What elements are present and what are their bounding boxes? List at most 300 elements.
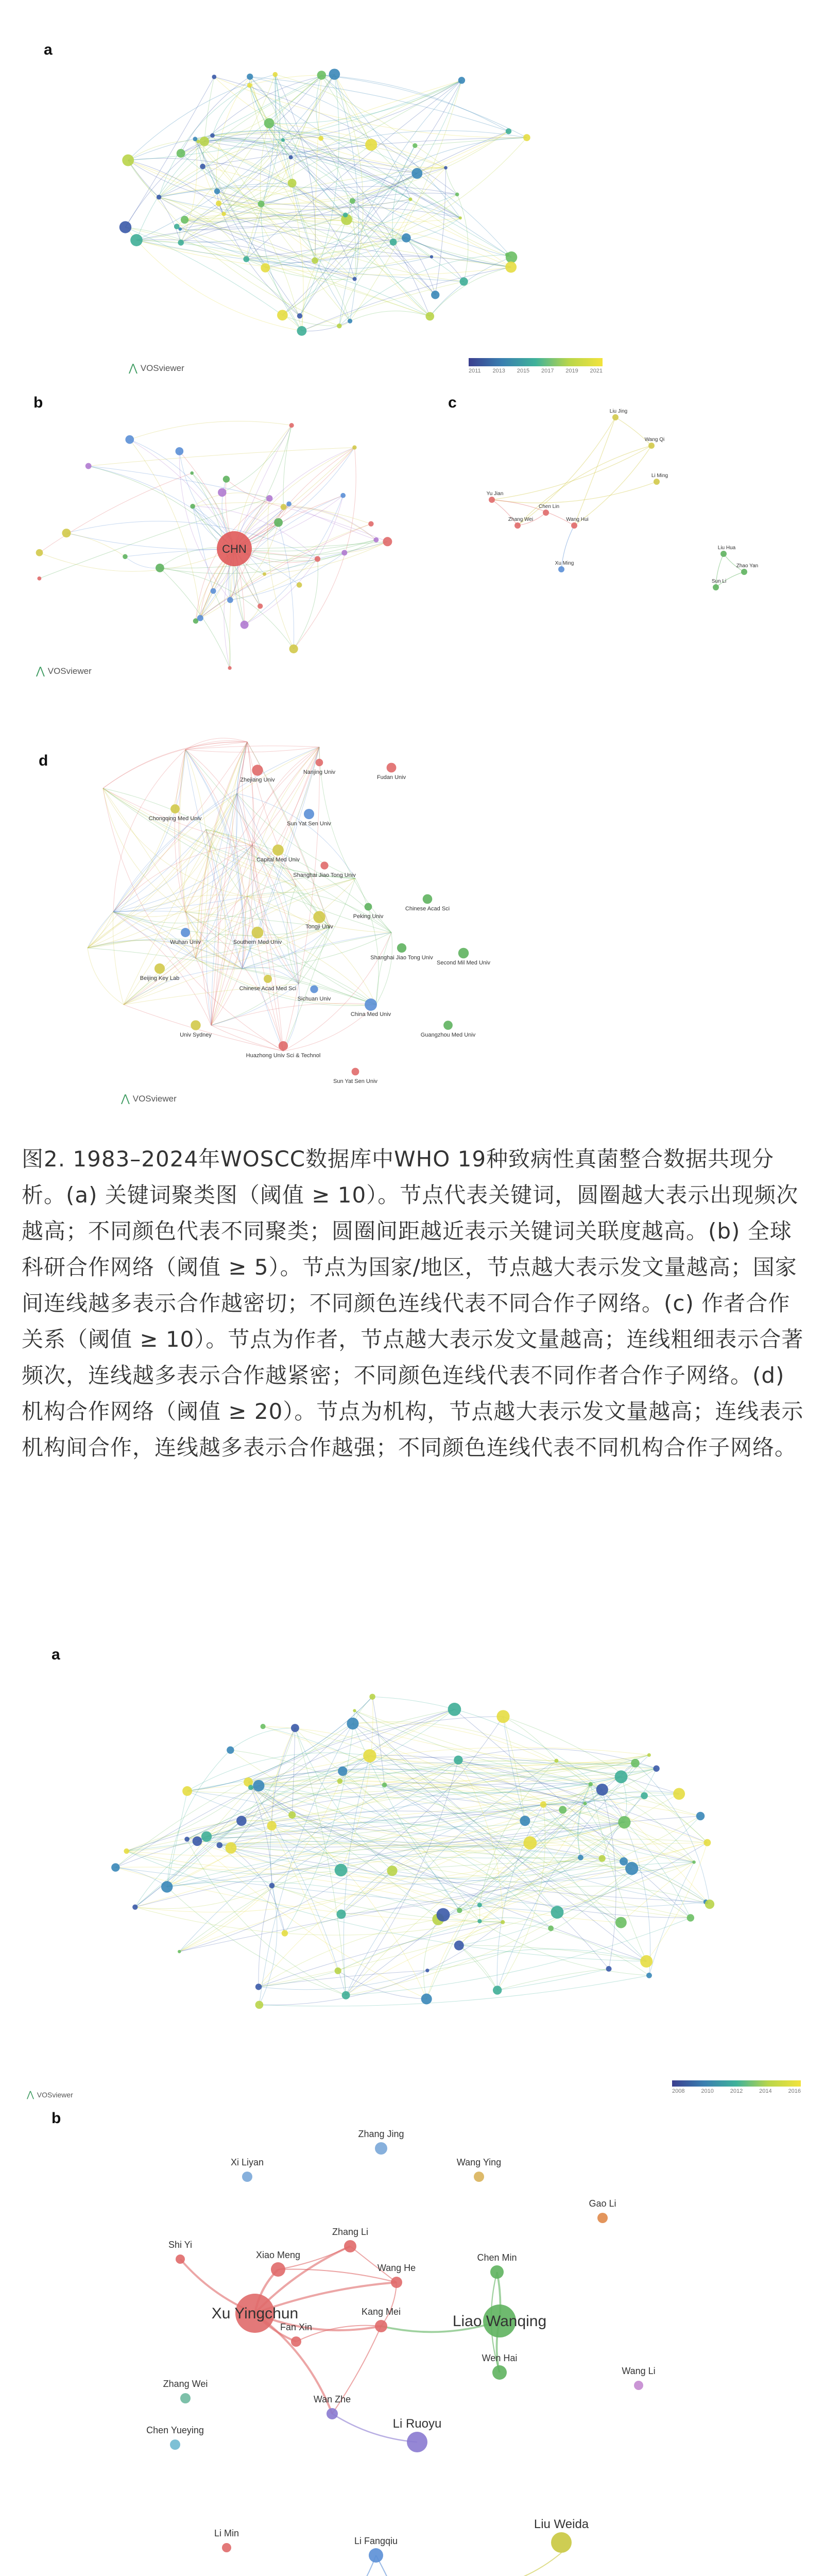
node-label: Gao Li xyxy=(589,2198,616,2209)
link-line xyxy=(127,1851,341,1874)
link-line xyxy=(167,1882,443,1915)
node xyxy=(365,139,377,150)
node xyxy=(554,1759,558,1763)
link-line xyxy=(251,1787,646,1961)
link-line xyxy=(247,896,283,1051)
node xyxy=(369,2548,383,2563)
node xyxy=(421,1993,432,2004)
fig3-panel-b xyxy=(21,2105,803,2576)
link-line xyxy=(445,168,457,195)
node-label: Shanghai Jiao Tong Univ xyxy=(293,872,356,878)
link-line xyxy=(230,1728,295,1750)
link-line xyxy=(430,267,511,316)
node xyxy=(111,1863,119,1871)
vosviewer-icon: ⋀ xyxy=(36,666,45,677)
link-line xyxy=(40,549,234,571)
node-label: Li Min xyxy=(214,2528,239,2538)
node xyxy=(583,1802,587,1805)
node xyxy=(267,1821,277,1831)
year-colorbar xyxy=(672,2080,801,2094)
link-line xyxy=(602,1790,616,1969)
node xyxy=(423,894,433,904)
node xyxy=(297,582,302,588)
node xyxy=(180,2393,191,2403)
node xyxy=(320,861,328,869)
node-label: Wang Ying xyxy=(456,2157,502,2167)
node-label: Xi Liyan xyxy=(230,2157,264,2167)
node-label: Univ Sydney xyxy=(180,1032,212,1038)
node xyxy=(221,212,226,216)
vosviewer-logo: ⋀ VOSviewer xyxy=(129,363,184,374)
node xyxy=(540,1801,546,1807)
link-line xyxy=(159,197,181,243)
author-network xyxy=(21,2105,803,2576)
link-line xyxy=(136,218,460,257)
node xyxy=(559,1806,566,1814)
node xyxy=(373,537,379,543)
node xyxy=(211,588,216,594)
node xyxy=(122,155,134,166)
node xyxy=(347,1718,358,1730)
link-line xyxy=(353,1723,635,1763)
node xyxy=(741,569,747,575)
node xyxy=(258,603,263,608)
node xyxy=(176,447,184,455)
vosviewer-icon: ⋀ xyxy=(121,1093,130,1105)
node xyxy=(297,326,306,336)
link-line xyxy=(236,793,283,1051)
node xyxy=(272,72,278,77)
node xyxy=(329,69,340,80)
node xyxy=(506,128,511,134)
node xyxy=(363,1749,376,1762)
link-line xyxy=(352,201,430,316)
node xyxy=(317,71,326,79)
node xyxy=(190,504,195,509)
node xyxy=(277,310,288,320)
node xyxy=(543,510,549,516)
link-line xyxy=(179,451,230,600)
panel-label: d xyxy=(39,752,48,769)
link-line xyxy=(89,466,234,549)
node xyxy=(492,2365,507,2380)
node xyxy=(242,2172,252,2182)
node xyxy=(459,216,462,219)
link-line xyxy=(275,75,315,261)
node xyxy=(397,943,406,953)
link-line xyxy=(381,2282,397,2326)
node xyxy=(692,1860,696,1864)
link-line xyxy=(259,1922,503,1987)
link-line xyxy=(125,77,214,227)
node xyxy=(673,1788,685,1800)
node-label: Yu Jian xyxy=(486,491,504,497)
fig2-panel-a xyxy=(21,21,628,374)
node-label: Sun Yat Sen Univ xyxy=(287,821,331,827)
node xyxy=(648,443,655,449)
node xyxy=(261,263,270,273)
node xyxy=(618,1816,630,1828)
node xyxy=(289,155,293,159)
link-line xyxy=(89,448,355,466)
node xyxy=(337,1778,343,1784)
link-line xyxy=(211,1025,283,1051)
node xyxy=(36,549,43,556)
node xyxy=(596,1784,608,1795)
node xyxy=(411,168,422,179)
node-label: Shanghai Jiao Tong Univ xyxy=(370,955,433,961)
year-tick: 2015 xyxy=(517,368,530,374)
link-line xyxy=(246,80,461,259)
node xyxy=(157,195,161,199)
link-line xyxy=(128,158,347,219)
node xyxy=(310,985,318,993)
node xyxy=(199,137,209,146)
node-label: Zhejiang Univ xyxy=(240,777,275,783)
node xyxy=(315,556,320,562)
node xyxy=(448,1703,461,1716)
link-line xyxy=(376,933,391,1005)
node xyxy=(599,1855,606,1862)
author-network xyxy=(435,371,806,690)
node xyxy=(647,1753,651,1757)
node xyxy=(348,319,352,324)
link-line xyxy=(160,568,230,668)
node-label: Liu Hua xyxy=(717,545,736,551)
node xyxy=(387,1866,397,1876)
node xyxy=(214,189,220,194)
link-line xyxy=(354,1710,621,1922)
node xyxy=(631,1759,640,1768)
node xyxy=(85,463,92,469)
node xyxy=(425,1969,429,1972)
node xyxy=(558,566,564,572)
node-label: Fudan Univ xyxy=(376,774,406,781)
node xyxy=(342,1991,350,1999)
link-line xyxy=(128,160,159,197)
link-line xyxy=(574,446,651,526)
node-label: Huazhong Univ Sci & Technol xyxy=(246,1053,321,1059)
node xyxy=(289,645,298,653)
node-label: Sun Li xyxy=(711,579,727,584)
node xyxy=(123,554,128,560)
link-line xyxy=(232,742,247,896)
node xyxy=(255,2001,264,2009)
node xyxy=(490,2265,504,2279)
link-line xyxy=(350,311,430,321)
link-line xyxy=(459,1945,497,1990)
node xyxy=(430,255,433,258)
node xyxy=(634,2381,643,2390)
node xyxy=(646,1973,652,1978)
node-label: Chinese Acad Med Sci xyxy=(239,986,297,992)
node xyxy=(705,1900,714,1909)
node-label: Liao Wanqing xyxy=(452,2313,547,2330)
node xyxy=(261,1724,266,1729)
link-line xyxy=(497,1969,609,1990)
vosviewer-logo: ⋀ VOSviewer xyxy=(27,2090,73,2099)
node xyxy=(181,928,190,937)
link-line xyxy=(289,504,376,540)
node xyxy=(477,1919,482,1923)
node xyxy=(489,497,495,503)
node xyxy=(336,1909,346,1919)
link-line xyxy=(624,1843,707,1861)
node xyxy=(190,471,194,475)
node xyxy=(523,1836,537,1850)
node xyxy=(375,2320,387,2332)
node xyxy=(589,1782,593,1786)
node xyxy=(154,963,165,974)
node xyxy=(408,197,412,201)
node xyxy=(458,948,469,958)
node-label: Wang He xyxy=(377,2263,416,2273)
node xyxy=(337,324,341,328)
link-line xyxy=(275,75,415,146)
node xyxy=(241,621,249,629)
link-line xyxy=(497,1805,545,1990)
link-line xyxy=(372,1697,384,1785)
node-label: Tongji Univ xyxy=(305,924,333,930)
node-label: Xu Yingchun xyxy=(211,2305,299,2322)
link-line xyxy=(196,553,345,621)
node xyxy=(641,1792,648,1800)
node xyxy=(119,221,131,233)
link-line xyxy=(185,738,247,750)
node xyxy=(161,1881,173,1892)
country-network xyxy=(21,371,443,690)
node xyxy=(571,522,577,529)
link-line xyxy=(130,421,291,439)
node xyxy=(263,572,266,576)
node xyxy=(170,804,180,814)
node xyxy=(343,213,348,217)
node xyxy=(297,313,302,318)
institution-network xyxy=(21,696,742,1118)
fig3-panel-a xyxy=(21,1638,803,2102)
node xyxy=(252,765,263,775)
link-line xyxy=(89,466,270,499)
link-line xyxy=(66,533,234,550)
link-line xyxy=(242,742,252,845)
node xyxy=(248,1785,253,1790)
link-line xyxy=(113,912,124,1005)
node-label: Zhao Yan xyxy=(736,563,759,569)
node-label: Capital Med Univ xyxy=(256,857,300,863)
node xyxy=(578,1855,583,1860)
link-line xyxy=(88,948,124,1005)
link-line xyxy=(272,1886,503,1922)
link-line xyxy=(222,426,291,493)
node xyxy=(271,2262,285,2277)
node xyxy=(291,2336,301,2347)
node-label: Wen Hai xyxy=(482,2353,518,2363)
link-line xyxy=(459,1945,646,1961)
node-label: Chen Yueying xyxy=(146,2425,204,2435)
node xyxy=(654,479,660,485)
node xyxy=(178,227,182,231)
link-line xyxy=(497,1805,543,1990)
vosviewer-logo: ⋀ VOSviewer xyxy=(121,1093,177,1105)
panel-label: a xyxy=(52,1646,60,1663)
year-tick: 2012 xyxy=(730,2088,743,2094)
fig2-panel-b xyxy=(21,371,443,690)
node xyxy=(390,239,397,246)
link-line xyxy=(352,168,445,201)
node xyxy=(402,233,411,243)
node xyxy=(551,1906,563,1919)
node xyxy=(597,2213,608,2223)
vosviewer-logo: ⋀ VOSviewer xyxy=(36,666,92,677)
node xyxy=(281,504,287,510)
node xyxy=(178,1950,181,1954)
node-label: Guangzhou Med Univ xyxy=(420,1032,476,1038)
node xyxy=(130,234,143,246)
node xyxy=(520,1816,530,1826)
node xyxy=(353,1709,356,1712)
node xyxy=(313,911,325,923)
node xyxy=(391,2277,402,2288)
link-line xyxy=(385,1785,710,1904)
node-label: Beijing Key Lab xyxy=(140,975,180,981)
node xyxy=(286,501,291,506)
hub-label: CHN xyxy=(222,543,247,555)
node xyxy=(291,1724,299,1732)
node xyxy=(176,2255,185,2264)
node xyxy=(178,240,184,246)
link-line xyxy=(128,160,339,326)
node xyxy=(444,166,448,170)
link-line xyxy=(88,948,376,1005)
node-label: Li Fangqiu xyxy=(354,2536,398,2546)
vosviewer-icon: ⋀ xyxy=(129,363,138,374)
node xyxy=(640,1955,653,1968)
link-line xyxy=(406,238,511,267)
year-tick: 2016 xyxy=(788,2088,801,2094)
link-line xyxy=(321,75,508,131)
node xyxy=(620,1857,628,1866)
link-line xyxy=(292,183,354,279)
link-line xyxy=(113,912,185,917)
node-label: Wang Hui xyxy=(566,517,589,522)
node xyxy=(253,1780,264,1791)
node xyxy=(124,1849,129,1854)
node-label: Sun Yat Sen Univ xyxy=(333,1078,377,1084)
link-line xyxy=(261,131,508,205)
node-label: Chongqing Med Univ xyxy=(148,816,202,822)
link-line xyxy=(115,1868,167,1887)
node xyxy=(318,136,323,141)
fig2-panel-d xyxy=(21,696,742,1118)
link-line xyxy=(40,473,192,553)
node-label: Shi Yi xyxy=(168,2240,193,2250)
node xyxy=(365,998,377,1011)
node xyxy=(227,1747,234,1754)
link-line xyxy=(213,135,410,199)
year-tick: 2019 xyxy=(565,368,578,374)
node xyxy=(407,2432,427,2452)
fig2-panel-c xyxy=(435,371,806,690)
node xyxy=(258,200,265,207)
node xyxy=(37,577,41,581)
node-label: Nanjing Univ xyxy=(303,769,336,775)
node xyxy=(316,759,323,767)
link-line xyxy=(543,1805,694,1862)
node xyxy=(177,149,185,158)
link-line xyxy=(300,199,410,316)
node xyxy=(501,1920,505,1924)
node-label: Zhang Wei xyxy=(163,2379,208,2389)
node xyxy=(493,1986,502,1994)
node xyxy=(350,198,355,204)
node xyxy=(615,1770,628,1783)
node xyxy=(382,1783,387,1788)
node xyxy=(255,1984,262,1990)
node xyxy=(425,312,434,321)
link-line xyxy=(196,793,237,958)
year-tick: 2011 xyxy=(469,368,481,374)
node xyxy=(496,1710,509,1723)
link-line xyxy=(211,1025,283,1051)
link-line xyxy=(334,74,363,279)
node xyxy=(218,488,227,497)
panel-label: a xyxy=(44,41,53,58)
link-line xyxy=(185,746,319,750)
link-line xyxy=(136,240,430,316)
node xyxy=(223,476,230,482)
node xyxy=(193,1836,202,1846)
node-label: Liu Weida xyxy=(534,2517,589,2531)
node xyxy=(375,2142,387,2155)
node xyxy=(720,551,727,557)
node xyxy=(216,1842,222,1849)
link-line xyxy=(479,1921,649,1975)
node xyxy=(551,2532,572,2553)
node xyxy=(477,1903,482,1907)
node-label: Peking Univ xyxy=(353,913,384,920)
node xyxy=(341,550,347,555)
link-line xyxy=(406,238,435,295)
node xyxy=(279,1041,288,1050)
link-line xyxy=(259,1975,649,2006)
link-line xyxy=(251,1787,438,1919)
link-line xyxy=(302,267,511,331)
link-line xyxy=(459,1922,503,1945)
link-line xyxy=(346,1763,636,1995)
link-line xyxy=(518,417,615,526)
node xyxy=(335,1968,341,1974)
node-label: Liu Jing xyxy=(609,409,628,414)
node xyxy=(335,1864,348,1877)
link-line xyxy=(181,77,250,154)
node xyxy=(523,134,530,141)
node xyxy=(687,1914,694,1921)
node xyxy=(514,522,521,529)
node-label: Sichuan Univ xyxy=(297,996,331,1002)
node-label: Xu Ming xyxy=(555,561,574,566)
node xyxy=(505,262,517,273)
node xyxy=(252,927,264,939)
link-line xyxy=(125,556,160,568)
node xyxy=(696,1812,705,1821)
node xyxy=(460,277,468,285)
node-label: Li Ming xyxy=(651,473,668,479)
node xyxy=(615,1917,627,1928)
node xyxy=(243,256,249,262)
link-line xyxy=(128,160,159,197)
node xyxy=(454,1941,464,1951)
link-line xyxy=(203,77,214,166)
